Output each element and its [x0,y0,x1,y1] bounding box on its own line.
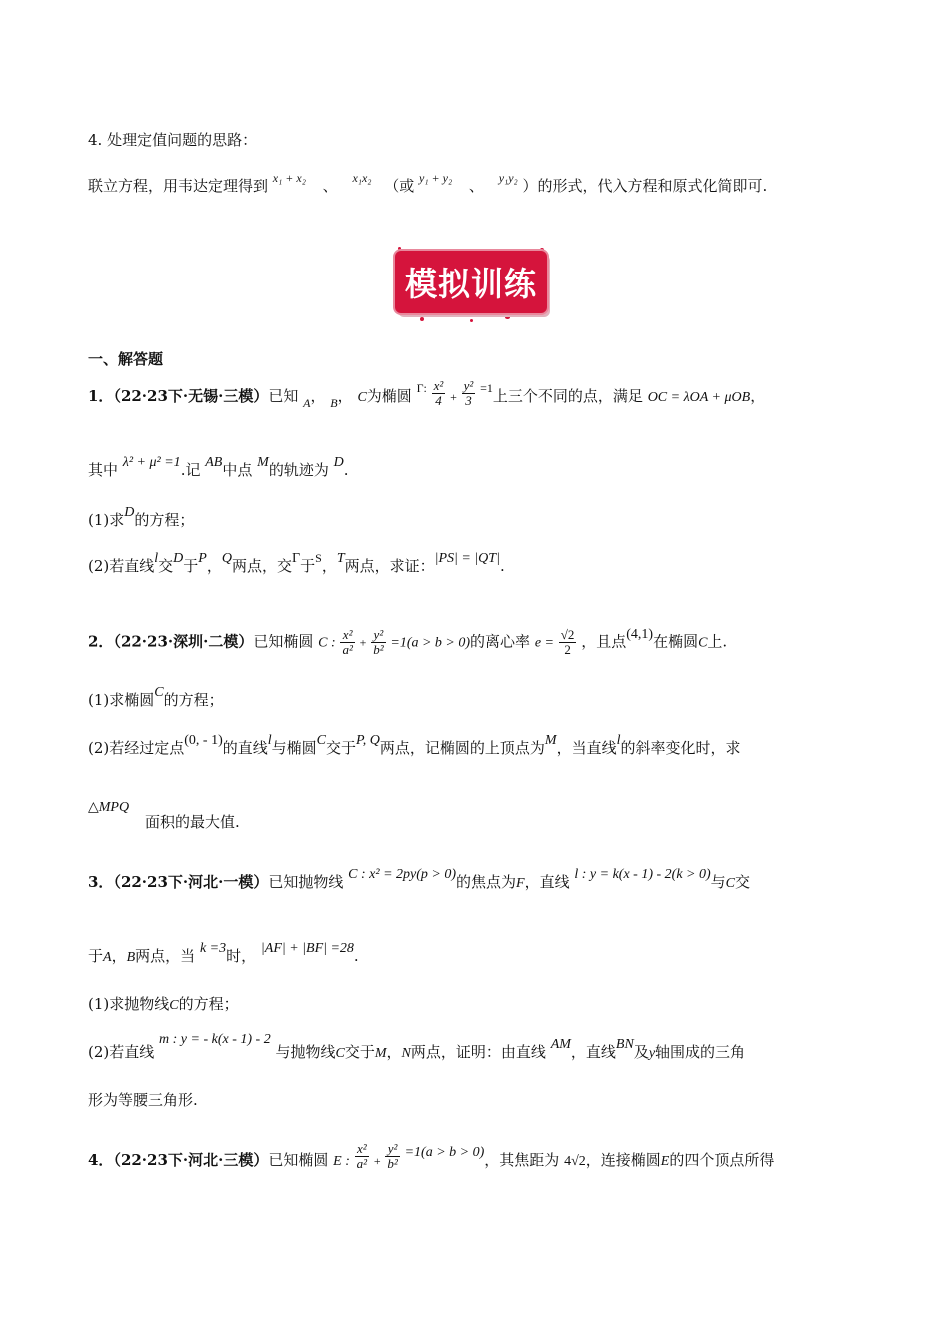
problem-3-q2-end: 形为等腰三角形. [88,1091,198,1109]
banner-title: 模拟训练 [404,265,537,303]
problem-3-line-2: 于A，B两点，当 k =3时， |AF| + |BF| =28. [88,941,359,965]
problem-2-q1: (1)求椭圆C的方程； [88,685,224,709]
intro-line [88,171,768,197]
problem-1-q2: (2)若直线l交D于P，Q两点，交Γ于$^S$，T两点，求证：|PS| = |QT|. [88,551,505,575]
section-banner [395,251,547,313]
problem-4-line-1: 4．（22·23下·河北·三模）已知椭圆 E : $\frac{\text{x²}}{\text{a²}}$ + $\frac{\text{y²}}{\text{b²}}$ =1(a > b > 0)，其焦距为 4√2，连接椭圆E的四个顶点所得 [88,1140,775,1171]
problem-2-triangle: △MPQ [88,800,130,815]
section-title: 一、解答题 [88,350,164,368]
problem-2-line-1: 2．（22·23·深圳·二模）已知椭圆 C : $\frac{\text{x²}}{\text{a²}}$ + $\frac{\text{y²}}{\text{b²}}$ =1(a > b > 0)的离心率 e = $\frac{√2}{2}$ ，且点(4,1)在椭圆C上. [88,626,728,657]
math-y1-plus-y2: y₁ + y₂ [419,171,453,185]
problem-source: （22·23下·无锡·三模） [113,387,269,405]
math-x1x2: x₁x₂ [352,171,372,185]
problem-1-line-1: 1．（22·23下·无锡·三模）已知 $_A$， $_B$， C为椭圆 $^{\Gamma:}$ $\frac{\text{x²}}{4}$ + $\frac{\text{y²}}{3}$ $^{=1}$上三个不同的点，满足 OC = λOA + μOB， [88,377,766,410]
problem-1-line-2: 其中 λ² + μ² =1.记 AB中点 M的轨迹为 D. [88,455,349,479]
vector-equation: OC = λOA + μOB [647,390,751,405]
problem-1-q1: (1)求D的方程； [88,505,195,529]
problem-3-q1: (1)求抛物线C的方程； [88,995,239,1013]
intro-suffix: ）的形式，代入方程和原式化简即可. [522,177,768,195]
intro-prefix: 联立方程，用韦达定理得到 [88,177,269,195]
sep: 、 [468,177,484,195]
paren-open: （或 [384,177,415,195]
math-y1y2: y₁y₂ [498,171,518,185]
problem-3-line-1: 3．（22·23下·河北·一模）已知抛物线 C : x² = 2py(p > 0)的焦点为F，直线 l : y = k(x - 1) - 2(k > 0)与C交 [88,867,751,891]
sep: 、 [322,177,338,195]
problem-3-q2: (2)若直线 m : y = - k(x - 1) - 2 与抛物线C交于M，N两点，证明：由直线 AM，直线BN及y轴围成的三角 [88,1032,746,1061]
math-x1-plus-x2: x₁ + x₂ [272,171,306,185]
problem-number: 1． [88,387,114,405]
problem-2-q2-end: 面积的最大值. [145,813,240,831]
intro-heading: 4. 处理定值问题的思路： [88,131,258,149]
problem-2-q2: (2)若经过定点(0, - 1)的直线l与椭圆C交于P, Q两点，记椭圆的上顶点为M，当直线l的斜率变化时，求 [88,733,741,757]
